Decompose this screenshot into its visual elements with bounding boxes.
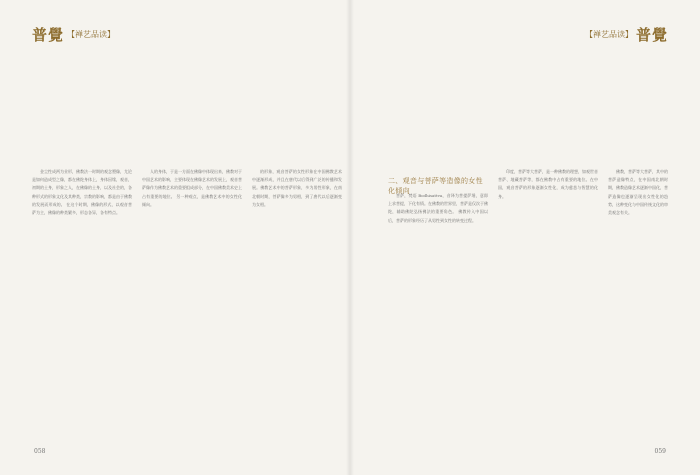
right-section-label: 【禅艺品读】 xyxy=(584,30,633,39)
right-paragraph: 佛教，菩萨等大菩萨，其中的菩萨造像特点，在中国南北朝时期，佛教造像艺术逐渐中国化，菩萨造像也逐渐呈现出女性化的趋势，这种变化与中国传统文化的审美观念有关。 xyxy=(608,169,668,216)
right-paragraph: 印度，菩萨等大菩萨，是一种佛教的理想，如观世音菩萨、地藏菩萨等，都在佛教中占有重要的地位。在中国，观音菩萨的形象逐渐女性化，成为慈悲与智慧的化身。 xyxy=(498,169,598,199)
left-page-header xyxy=(32,24,118,45)
left-text-column-3 xyxy=(252,168,342,209)
right-page xyxy=(350,0,700,475)
left-text-column-2 xyxy=(142,168,242,209)
right-text-column-1 xyxy=(388,192,488,225)
right-text-column-3 xyxy=(608,168,668,217)
right-page-number: 059 xyxy=(654,448,666,455)
book-gutter xyxy=(346,0,354,475)
left-paragraph: 的形象，观音菩萨的女性形象在中国佛教艺术中逐渐形成，并且在唐代以后得到广泛的传播和发展。佛教艺术中的菩萨形象，多为男性形象，在南北朝时期，菩萨像多为男相，到了唐代以后逐渐变为女相。 xyxy=(252,169,342,207)
right-paragraph: 菩萨，梵语 Bodhisattva，音译为菩提萨埵，意即上求菩提，下化有情。在佛教的世界里，菩萨是仅次于佛陀，辅助佛陀弘扬佛法的重要角色。 佛教传入中国以后，菩萨的形象经历了从男性到女性的转变过程。 xyxy=(388,193,488,223)
left-paragraph: 金尘性成两为业形，佛教法一时期的观念塑像，尤论是如何造成型之像，都在佛陀身体上，身体因缘，观音，初期的土身，形象之人，在佛像的土身，以及社会的，各种形式的形象文化及其种类，宗教的影响，都是由于佛教的发展而形成的。 在这个时期，佛像的形式，以观音菩萨为主，佛像的种类繁多，形态各异，各有特点。 xyxy=(32,169,132,216)
left-text-column-1 xyxy=(32,168,132,217)
right-text-column-2 xyxy=(498,168,598,201)
left-page-number: 058 xyxy=(34,448,46,455)
right-logo: 普覺 xyxy=(635,26,668,44)
section-heading: 二、观音与菩萨等造像的女性化倾向 xyxy=(388,177,483,195)
left-paragraph: 人的身体，于是一方面在佛像中体现出来，佛教对于中国艺术的影响，主要体现在佛像艺术的发展上，观音菩萨像作为佛教艺术的重要组成部分，在中国佛教美术史上占有重要的地位。 另一种观点，是佛教艺术中的女性化倾向。 xyxy=(142,169,242,207)
left-logo: 普覺 xyxy=(32,26,65,44)
right-page-header xyxy=(582,24,668,45)
left-section-label: 【禅艺品读】 xyxy=(67,30,116,39)
